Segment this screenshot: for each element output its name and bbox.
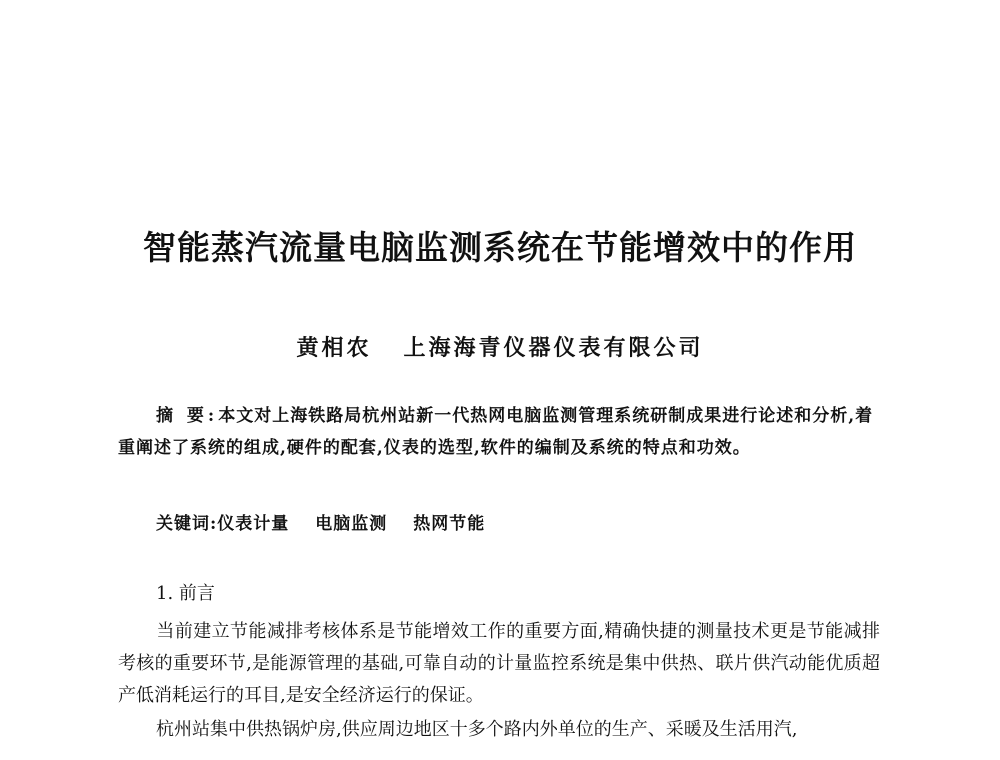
abstract-text: 本文对上海铁路局杭州站新一代热网电脑监测管理系统研制成果进行论述和分析,着重阐述了系统的组成,硬件的配套,仪表的选型,软件的编制及系统的特点和功效。 (118, 406, 874, 458)
keywords (118, 508, 880, 540)
abstract (118, 400, 880, 464)
author-affiliation: 上海海青仪器仪表有限公司 (403, 335, 704, 361)
author-name: 黄相农 (296, 335, 372, 361)
author-line (0, 331, 1000, 362)
body-paragraph (118, 714, 880, 746)
keyword: 热网节能 (413, 514, 486, 534)
abstract-label: 摘 要: (156, 406, 219, 426)
paragraph-text: 当前建立节能减排考核体系是节能增效工作的重要方面,精确快捷的测量技术更是节能减排考核的重要环节,是能源管理的基础,可靠自动的计量监控系统是集中供热、联片供汽动能优质超产低消耗运行的耳目,是安全经济运行的保证。 (118, 621, 880, 706)
keyword: 仪表计量 (217, 514, 290, 534)
body-paragraph (118, 616, 880, 712)
keyword: 电脑监测 (315, 514, 388, 534)
paper-title: 智能蒸汽流量电脑监测系统在节能增效中的作用 (143, 228, 857, 267)
section-heading: 1. 前言 (156, 583, 215, 604)
paragraph-text: 杭州站集中供热锅炉房,供应周边地区十多个路内外单位的生产、采暖及生活用汽, (156, 719, 798, 740)
keywords-label: 关键词: (156, 514, 218, 534)
